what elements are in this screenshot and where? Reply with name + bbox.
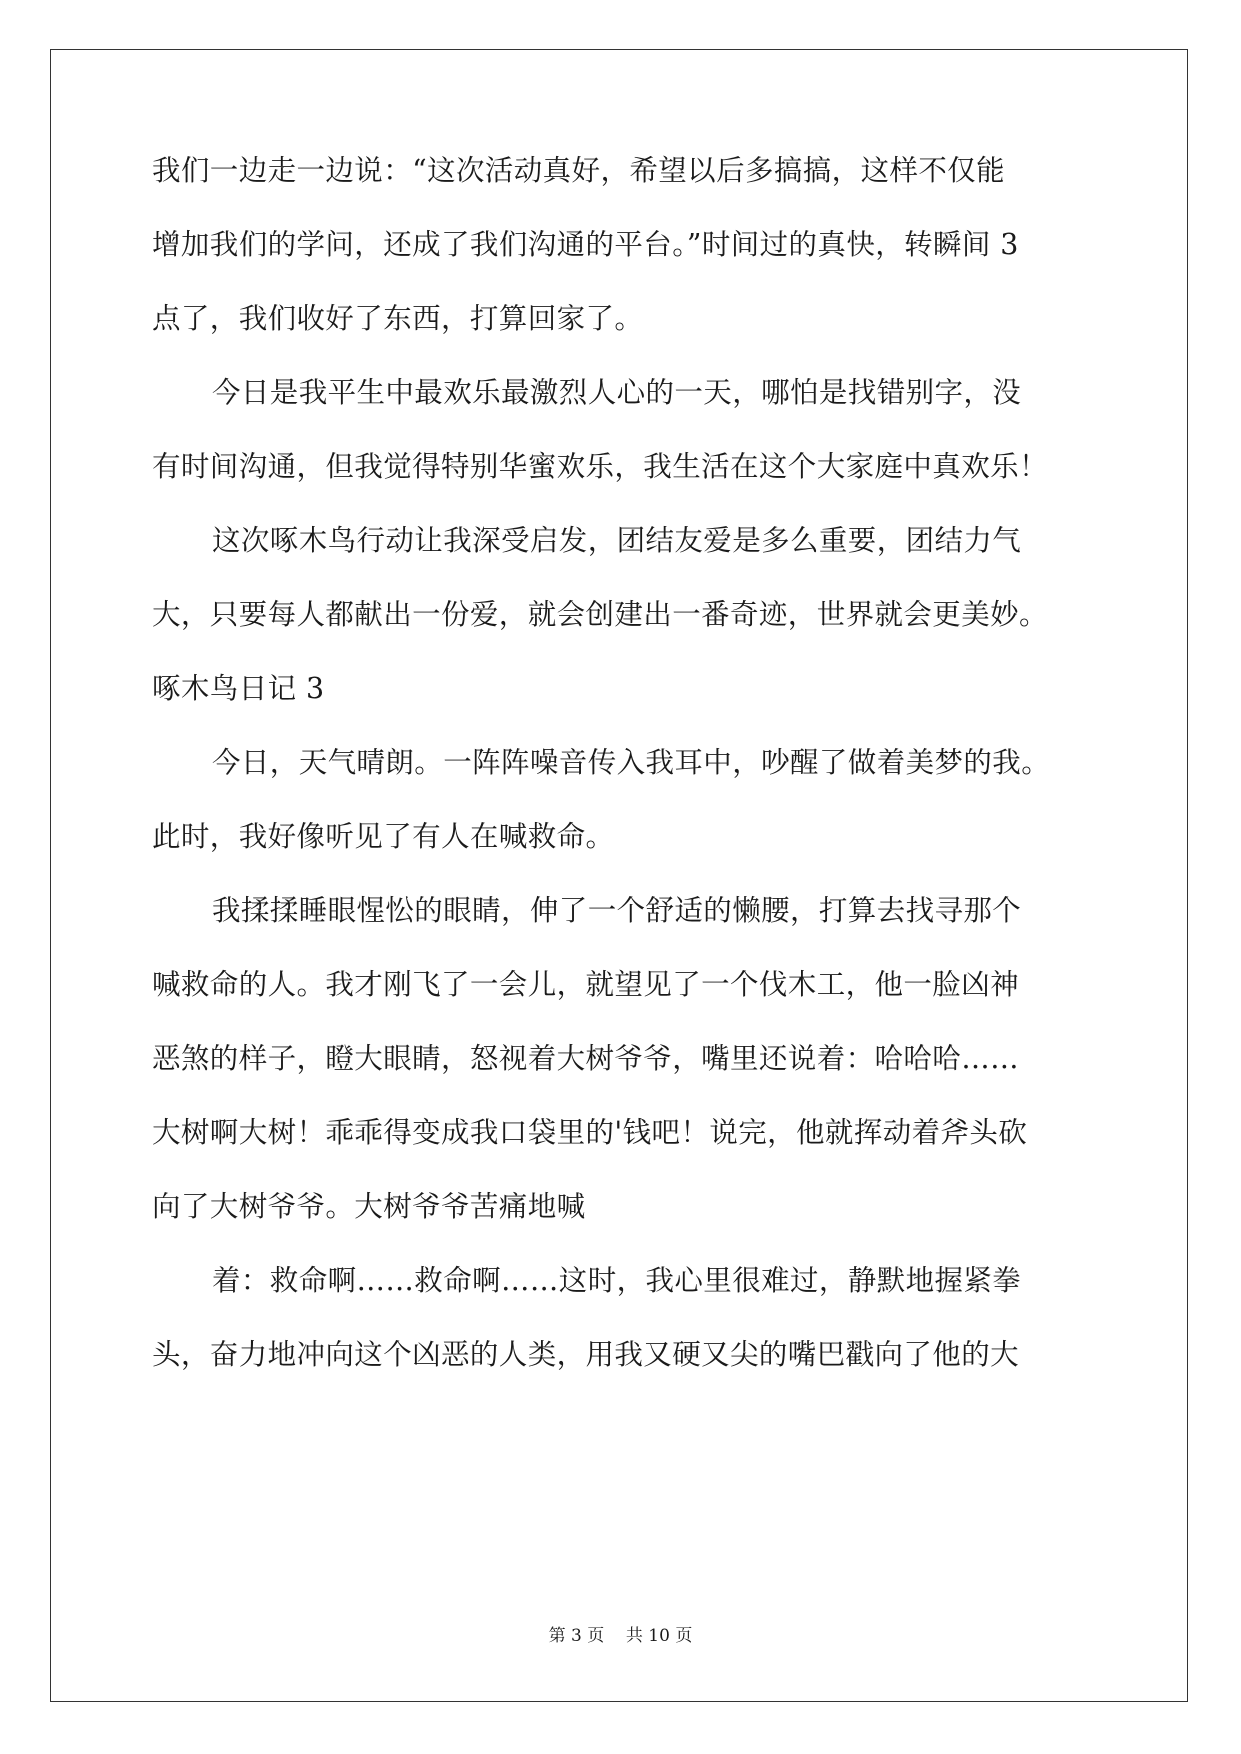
- text-line: 大树啊大树！乖乖得变成我口袋里的'钱吧！说完，他就挥动着斧头砍: [152, 1116, 1028, 1149]
- text-line: 头，奋力地冲向这个凶恶的人类，用我又硬又尖的嘴巴戳向了他的大: [152, 1338, 1020, 1371]
- text-line: 恶煞的样子，瞪大眼睛，怒视着大树爷爷，嘴里还说着：哈哈哈……: [152, 1042, 1020, 1075]
- text-line: 今日是我平生中最欢乐最激烈人心的一天，哪怕是找错别字，没: [212, 376, 1022, 409]
- text-line: 我们一边走一边说：“这次活动真好，希望以后多搞搞，这样不仅能: [152, 154, 1006, 187]
- text-line: 喊救命的人。我才刚飞了一会儿，就望见了一个伐木工，他一脸凶神: [152, 968, 1020, 1001]
- text-line: 此时，我好像听见了有人在喊救命。: [152, 820, 615, 853]
- page-border: [50, 49, 1188, 1702]
- page-number-footer: 第 3 页 共 10 页: [548, 1626, 693, 1646]
- text-line: 这次啄木鸟行动让我深受启发，团结友爱是多么重要，团结力气: [212, 524, 1022, 557]
- text-line: 点了，我们收好了东西，打算回家了。: [152, 302, 644, 335]
- text-line: 增加我们的学问，还成了我们沟通的平台。”时间过的真快，转瞬间 3: [152, 228, 1019, 261]
- text-line: 向了大树爷爷。大树爷爷苦痛地喊: [152, 1190, 586, 1223]
- text-line: 有时间沟通，但我觉得特别华蜜欢乐，我生活在这个大家庭中真欢乐！: [152, 450, 1048, 483]
- text-line: 我揉揉睡眼惺忪的眼睛，伸了一个舒适的懒腰，打算去找寻那个: [212, 894, 1022, 927]
- text-line: 着：救命啊……救命啊……这时，我心里很难过，静默地握紧拳: [212, 1264, 1022, 1297]
- section-heading: 啄木鸟日记 3: [152, 672, 325, 705]
- text-line: 今日，天气晴朗。一阵阵噪音传入我耳中，吵醒了做着美梦的我。: [212, 746, 1051, 779]
- text-line: 大，只要每人都献出一份爱，就会创建出一番奇迹，世界就会更美妙。: [152, 598, 1048, 631]
